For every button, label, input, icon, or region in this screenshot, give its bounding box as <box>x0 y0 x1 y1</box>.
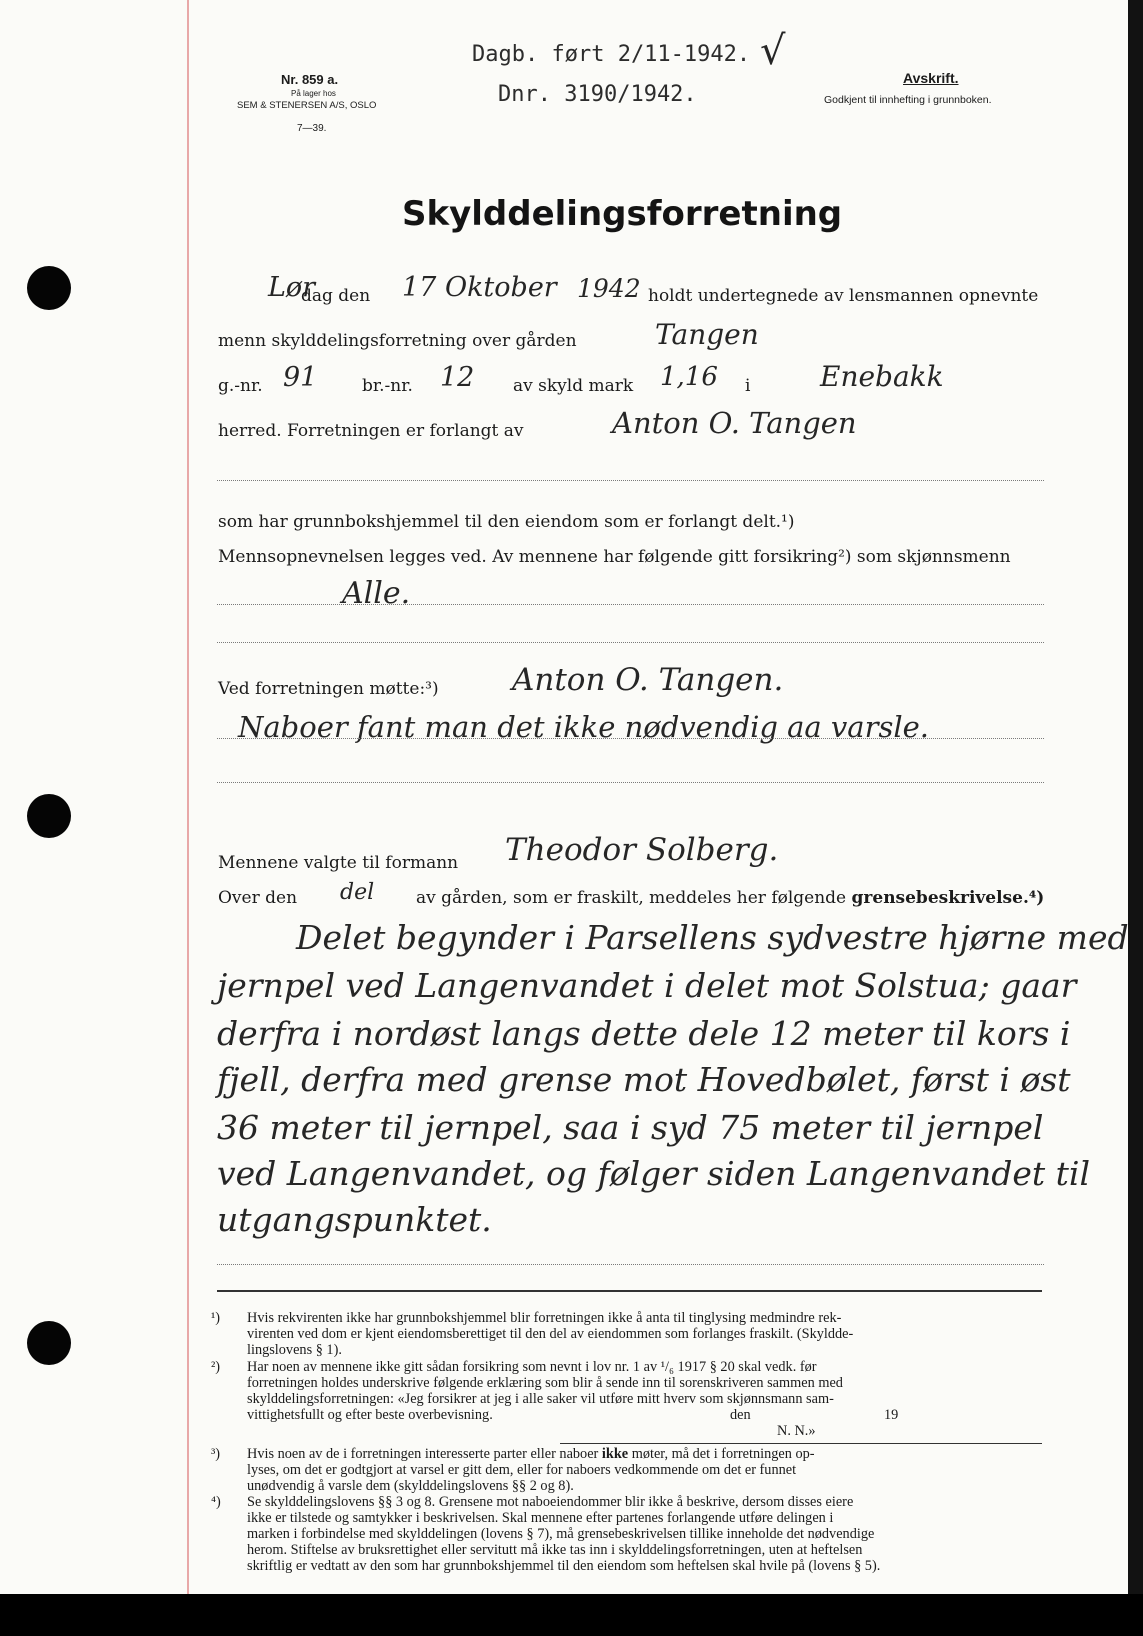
copy-note: Godkjent til innhefting i grunnboken. <box>824 94 992 106</box>
footnote-line: unødvendig å varsle dem (skylddelingslovens §§ 2 og 8). <box>247 1478 574 1494</box>
intro-text: holdt undertegnede av lensmannen opnevnte <box>648 286 1039 306</box>
handwritten-day-prefix: Lør <box>268 272 316 303</box>
signature-year-label: 19 <box>884 1407 899 1423</box>
boundary-line: jernpel ved Langenvandet i delet mot Solstua; gaar <box>217 966 1077 1005</box>
handwritten-requester: Anton O. Tangen <box>612 406 857 440</box>
grunnbok-text: som har grunnbokshjemmel til den eiendom som er forlangt delt.¹) <box>218 512 795 532</box>
boundary-line: fjell, derfra med grense mot Hovedbølet, først i øst <box>217 1060 1071 1099</box>
blank-line <box>217 480 1044 481</box>
footnote <box>211 1446 1051 1494</box>
gnr-label: g.-nr. <box>218 376 263 396</box>
bnr-label: br.-nr. <box>362 376 413 396</box>
footnote-line: virenten ved dom er kjent eiendomsberettiget til den del av eiendommen som forlanges fraskilt. (Skyldde- <box>247 1326 854 1342</box>
handwritten-year: 1942 <box>577 274 641 303</box>
blank-line <box>217 782 1044 783</box>
boundary-line: utgangspunktet. <box>217 1200 492 1239</box>
skyld-label: av skyld mark <box>513 376 634 396</box>
handwritten-farm: Tangen <box>655 318 759 351</box>
check-mark: √ <box>760 28 786 74</box>
footnote-line: Se skylddelingslovens §§ 3 og 8. Grensene mot naboeiendommer blir ikke å beskrive, dersom disses eiere <box>247 1494 854 1510</box>
chair-label: Mennene valgte til formann <box>218 853 459 873</box>
copy-label: Avskrift. <box>903 70 959 86</box>
handwritten-municipality: Enebakk <box>820 360 944 393</box>
footnote-number: ²) <box>211 1359 221 1375</box>
punch-hole <box>27 794 71 838</box>
handwritten-part: del <box>340 880 375 905</box>
footnote-line-text: møter, må det i forretningen op- <box>628 1446 815 1462</box>
boundary-line: ved Langenvandet, og følger siden Langenvandet til <box>217 1154 1091 1193</box>
punch-hole <box>27 1321 71 1365</box>
boundary-intro-text: av gården, som er fraskilt, meddeles her følgende <box>416 888 847 908</box>
margin-line <box>187 0 189 1594</box>
day-label: dag den <box>301 286 371 306</box>
publisher-line: På lager hos <box>291 89 336 98</box>
boundary-line: Delet begynder i Parsellens sydvestre hjørne med <box>296 918 1129 957</box>
footnote-line: ikke er tilstede og samtykker i beskrivelsen. Skal mennene efter partenes forlangende utføre delingen i <box>247 1510 834 1526</box>
footnote-line-text: vittighetsfullt og efter beste overbevisning. <box>247 1407 493 1423</box>
blank-line <box>217 738 1044 739</box>
handwritten-chair: Theodor Solberg. <box>505 832 779 868</box>
form-date: 7—39. <box>297 123 327 134</box>
menn-text: Mennsopnevnelsen legges ved. Av mennene har følgende gitt forsikring²) som skjønnsmenn <box>218 547 1011 567</box>
footnote-line: skylddelingsforretningen: «Jeg forsikrer at jeg i alle saker vil utføre mitt hverv som skjønnsmann sam- <box>247 1391 834 1407</box>
handwritten-neighbours: Naboer fant man det ikke nødvendig aa varsle. <box>238 710 930 744</box>
signature-date-label: den <box>730 1407 751 1423</box>
met-label: Ved forretningen møtte:³) <box>218 679 439 699</box>
footnote <box>211 1310 1051 1358</box>
footnote <box>211 1359 1051 1439</box>
footnote-line <box>247 1407 1051 1423</box>
boundary-line: derfra i nordøst langs dette dele 12 meter til kors i <box>217 1014 1071 1053</box>
footnote-line: Har noen av mennene ikke gitt sådan forsikring som nevnt i lov nr. 1 av ¹/₆ 1917 § 20 skal vedk. før <box>247 1359 817 1375</box>
boundary-line: 36 meter til jernpel, saa i syd 75 meter til jernpel <box>217 1108 1044 1147</box>
blank-line <box>217 604 1044 605</box>
handwritten-bnr: 12 <box>440 362 475 393</box>
page-title: Skylddelingsforretning <box>402 194 843 234</box>
handwritten-met: Anton O. Tangen. <box>512 662 784 698</box>
blank-line <box>217 1264 1044 1265</box>
dagbok-stamp: Dagb. ført 2/11-1942. <box>472 42 751 67</box>
footnote-line: herom. Stiftelse av bruksrettighet eller servitutt må ikke tas inn i skylddelingsforretningen, uten at heftelsen <box>247 1542 863 1558</box>
over-label: Over den <box>218 888 298 908</box>
form-number: Nr. 859 a. <box>281 72 339 87</box>
footnote-emphasis: ikke <box>601 1446 629 1462</box>
footnote-rule <box>217 1290 1042 1292</box>
footnote-number: ³) <box>211 1446 221 1462</box>
scan-border <box>0 1594 1143 1636</box>
signature-placeholder: N. N.» <box>777 1423 816 1439</box>
footnote-separator <box>560 1443 1042 1444</box>
publisher-name: SEM & STENERSEN A/S, OSLO <box>237 100 377 111</box>
handwritten-date: 17 Oktober <box>402 272 557 303</box>
boundary-intro <box>416 888 1044 908</box>
boundary-heading: grensebeskrivelse.⁴) <box>851 888 1045 908</box>
punch-hole <box>27 266 71 310</box>
footnote-line: lingslovens § 1). <box>247 1342 342 1358</box>
footnote <box>211 1494 1051 1574</box>
footnote-line: forretningen holdes underskrive følgende erklæring som blir å sende inn til sorenskriveren sammen med <box>247 1375 843 1391</box>
blank-line <box>217 642 1044 643</box>
footnote-number: ⁴) <box>211 1494 221 1510</box>
footnote-line: marken i forbindelse med skylddelingen (lovens § 7), må grensebeskrivelsen tillike inneholde det nødvendige <box>247 1526 875 1542</box>
footnote-number: ¹) <box>211 1310 221 1326</box>
footnote-line-text: Hvis noen av de i forretningen interesserte parter eller naboer <box>247 1446 602 1462</box>
i-label: i <box>745 376 751 396</box>
dnr-stamp: Dnr. 3190/1942. <box>498 82 697 107</box>
footnote-line: lyses, om det er godtgjort at varsel er gitt dem, eller for naboers vedkommende om det er funnet <box>247 1462 797 1478</box>
handwritten-skyld: 1,16 <box>660 362 718 392</box>
handwritten-all: Alle. <box>342 576 411 611</box>
requester-label: herred. Forretningen er forlangt av <box>218 421 524 441</box>
footnote-line: Hvis rekvirenten ikke har grunnbokshjemmel blir forretningen ikke å anta til tinglysing medmindre rek- <box>247 1310 842 1326</box>
footnote-line: skriftlig er vedtatt av den som har grunnbokshjemmel til den eiendom som heftelsen skal hvile på (lovens § 5). <box>247 1558 881 1574</box>
footnote-line <box>247 1446 1051 1462</box>
handwritten-gnr: 91 <box>283 362 318 393</box>
farm-label: menn skylddelingsforretning over gården <box>218 331 577 351</box>
